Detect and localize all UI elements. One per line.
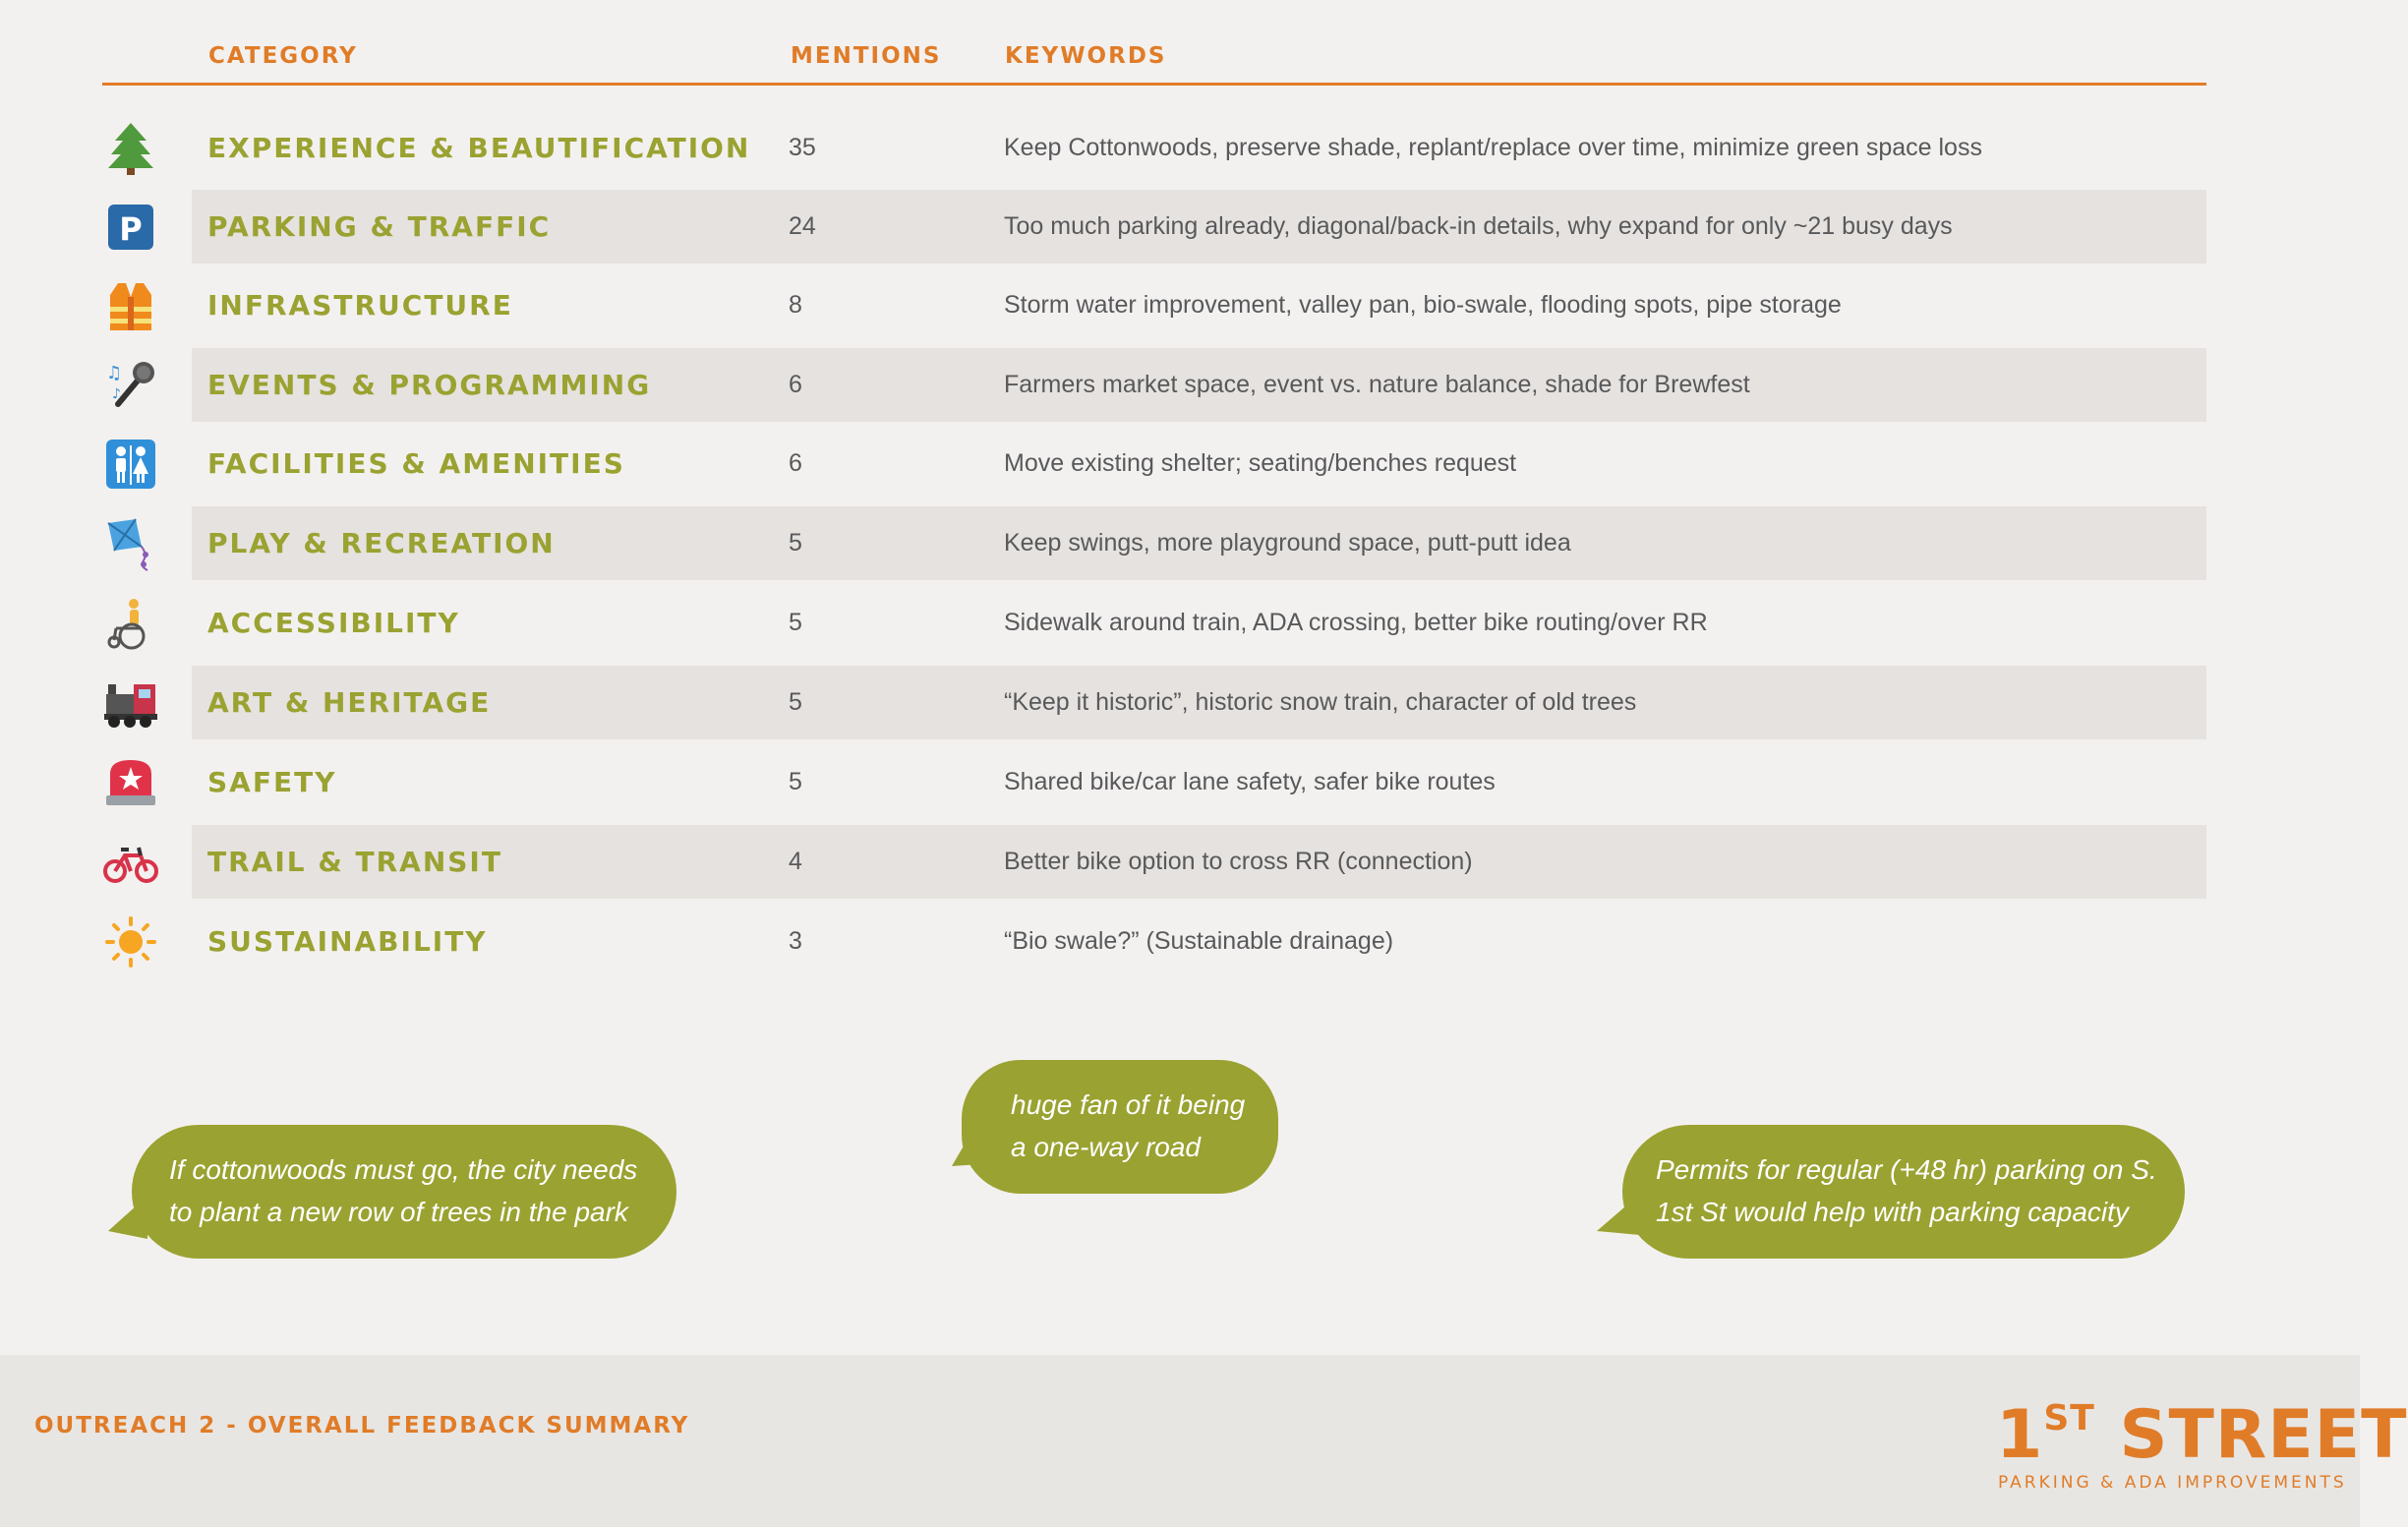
svg-text:P: P	[119, 210, 143, 248]
svg-text:♫: ♫	[106, 363, 123, 383]
keywords-text: Keep swings, more playground space, putt-putt idea	[1004, 529, 1571, 557]
table-row	[0, 825, 2360, 899]
quote-bubble	[1597, 1125, 2187, 1259]
category-label: PLAY & RECREATION	[207, 527, 556, 559]
kite-icon	[102, 515, 159, 572]
table-row	[0, 586, 2360, 660]
siren-icon	[102, 754, 159, 811]
category-label: EXPERIENCE & BEAUTIFICATION	[207, 132, 751, 164]
mentions-count: 4	[789, 848, 802, 875]
mentions-count: 5	[789, 609, 802, 636]
footer-title: OUTREACH 2 - OVERALL FEEDBACK SUMMARY	[34, 1413, 690, 1439]
mentions-count: 8	[789, 291, 802, 319]
category-label: PARKING & TRAFFIC	[207, 210, 552, 243]
header-divider	[102, 83, 2206, 86]
quote-line: Permits for regular (+48 hr) parking on S.	[1656, 1154, 2157, 1185]
table-row	[0, 506, 2360, 580]
keywords-text: Storm water improvement, valley pan, bio-swale, flooding spots, pipe storage	[1004, 291, 1842, 319]
logo-subtitle: PARKING & ADA IMPROVEMENTS	[1998, 1473, 2347, 1493]
keywords-text: Better bike option to cross RR (connection)	[1004, 848, 1473, 875]
quote-line: huge fan of it being	[1011, 1089, 1246, 1120]
safety-vest-icon	[102, 277, 159, 334]
table-row	[0, 427, 2360, 500]
tree-icon	[102, 120, 159, 177]
microphone-icon	[102, 357, 159, 414]
restroom-icon	[102, 436, 159, 493]
wheelchair-icon	[102, 595, 159, 652]
project-logo	[1996, 1396, 2408, 1474]
keywords-text: “Bio swale?” (Sustainable drainage)	[1004, 927, 1394, 955]
category-label: SUSTAINABILITY	[207, 925, 488, 958]
quote-line: 1st St would help with parking capacity	[1656, 1197, 2129, 1227]
table-row	[0, 190, 2360, 264]
table-row	[0, 666, 2360, 739]
table-row	[0, 348, 2360, 422]
quote-bubble	[108, 1125, 678, 1259]
keywords-text: Shared bike/car lane safety, safer bike routes	[1004, 768, 1496, 795]
parking-icon	[102, 199, 159, 256]
mentions-count: 3	[789, 927, 802, 955]
quote-bubble	[952, 1060, 1280, 1194]
mentions-count: 6	[789, 371, 802, 398]
quote-line: a one-way road	[1011, 1132, 1202, 1162]
logo-number: 1	[1996, 1396, 2044, 1474]
quote-line: to plant a new row of trees in the park	[169, 1197, 628, 1227]
column-header-keywords: KEYWORDS	[1005, 43, 1167, 69]
category-label: EVENTS & PROGRAMMING	[207, 369, 652, 401]
category-label: SAFETY	[207, 766, 337, 798]
category-label: INFRASTRUCTURE	[207, 289, 513, 322]
mentions-count: 5	[789, 529, 802, 557]
table-row	[0, 905, 2360, 978]
mentions-count: 24	[789, 212, 816, 240]
mentions-count: 6	[789, 449, 802, 477]
quote-line: If cottonwoods must go, the city needs	[169, 1154, 638, 1185]
category-label: TRAIL & TRANSIT	[207, 846, 502, 878]
keywords-text: Farmers market space, event vs. nature balance, shade for Brewfest	[1004, 371, 1750, 398]
logo-suffix: ST	[2043, 1398, 2095, 1439]
keywords-text: Sidewalk around train, ADA crossing, better bike routing/over RR	[1004, 609, 1708, 636]
mentions-count: 5	[789, 768, 802, 795]
keywords-text: Too much parking already, diagonal/back-in details, why expand for only ~21 busy days	[1004, 212, 1953, 240]
column-header-category: CATEGORY	[208, 43, 358, 69]
logo-word: STREET	[2119, 1396, 2408, 1474]
keywords-text: Keep Cottonwoods, preserve shade, replant/replace over time, minimize green space loss	[1004, 134, 1982, 161]
category-label: ART & HERITAGE	[207, 686, 492, 719]
keywords-text: Move existing shelter; seating/benches request	[1004, 449, 1517, 477]
keywords-text: “Keep it historic”, historic snow train, character of old trees	[1004, 688, 1637, 716]
table-row	[0, 268, 2360, 342]
table-row	[0, 745, 2360, 819]
category-label: ACCESSIBILITY	[207, 607, 460, 639]
svg-text:♪: ♪	[112, 386, 121, 402]
column-header-mentions: MENTIONS	[791, 43, 942, 69]
mentions-count: 35	[789, 134, 816, 161]
table-row	[0, 111, 2360, 185]
category-label: FACILITIES & AMENITIES	[207, 447, 625, 480]
locomotive-icon	[102, 675, 159, 732]
mentions-count: 5	[789, 688, 802, 716]
bicycle-icon	[102, 834, 159, 891]
sun-icon	[102, 913, 159, 970]
